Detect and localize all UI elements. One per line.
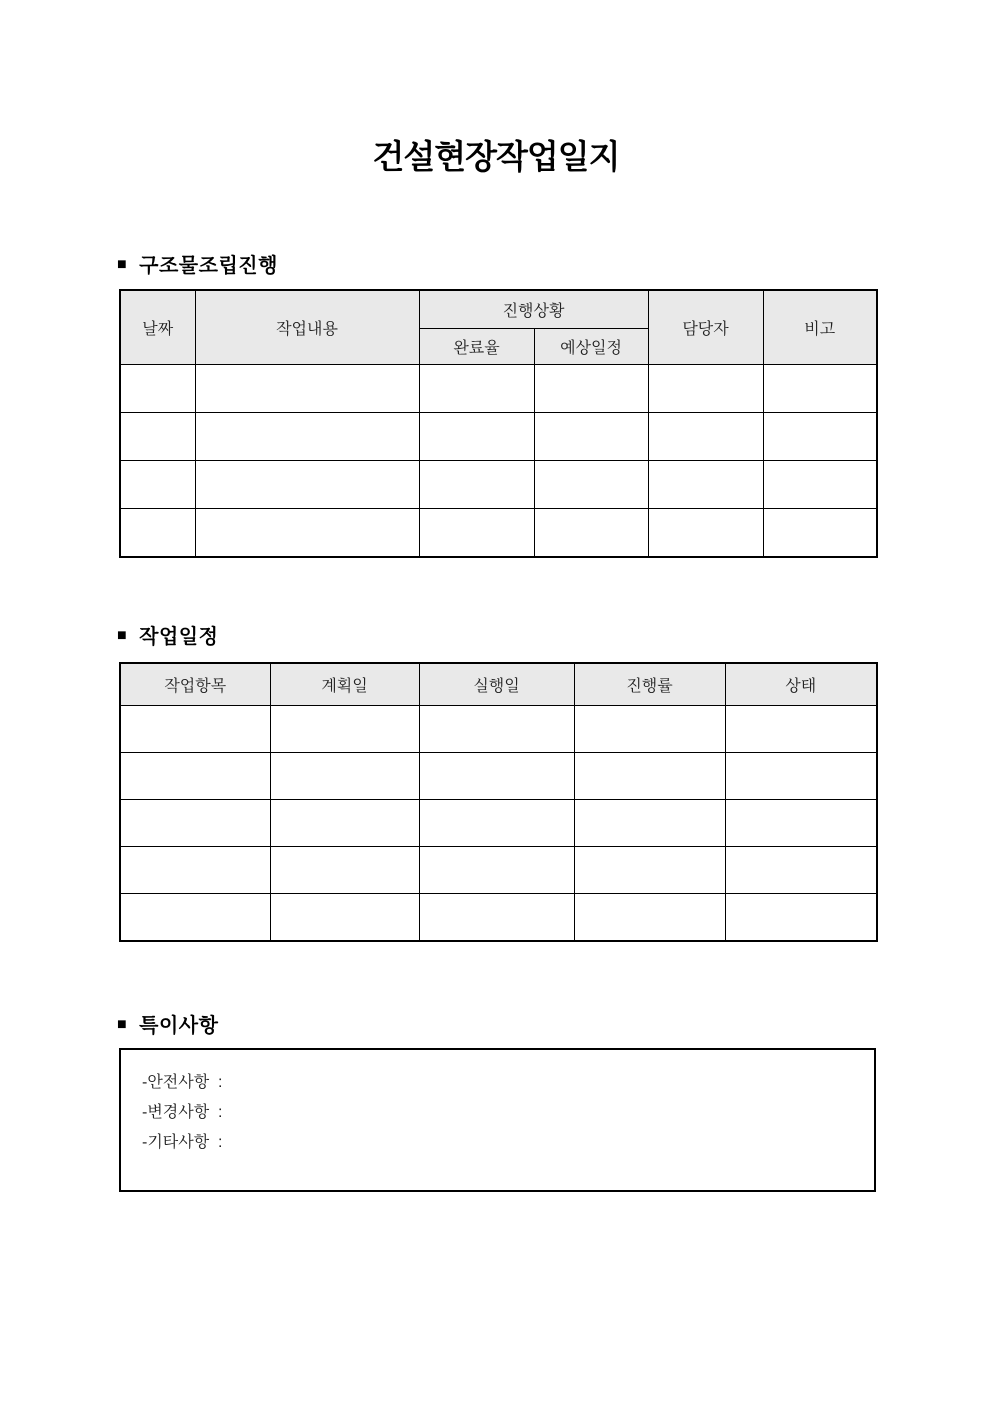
empty-cell	[763, 509, 877, 558]
col-header-progress-status: 진행상황	[419, 290, 648, 329]
header-row-top	[120, 290, 877, 329]
empty-table-row	[120, 413, 877, 461]
empty-cell	[574, 706, 725, 753]
empty-cell	[195, 365, 419, 413]
empty-table-row	[120, 706, 877, 753]
empty-cell	[648, 413, 763, 461]
empty-cell	[534, 413, 648, 461]
empty-cell	[120, 847, 270, 894]
empty-cell	[195, 413, 419, 461]
section-bullet-icon: ■	[117, 626, 128, 644]
note-line-others: -기타사항 :	[142, 1134, 223, 1151]
structure-progress-table	[119, 289, 878, 558]
section-header-work-schedule	[117, 620, 218, 649]
empty-cell	[648, 509, 763, 558]
empty-table-row	[120, 894, 877, 942]
empty-cell	[120, 413, 195, 461]
empty-cell	[725, 847, 877, 894]
empty-cell	[120, 461, 195, 509]
empty-table-row	[120, 753, 877, 800]
empty-cell	[120, 894, 270, 942]
structure-progress-table-header	[120, 290, 877, 365]
col-header-completion-rate: 완료율	[419, 329, 534, 365]
col-header-work-item: 작업항목	[120, 663, 270, 706]
work-schedule-table	[119, 662, 878, 942]
empty-cell	[534, 461, 648, 509]
empty-cell	[419, 753, 574, 800]
empty-table-row	[120, 365, 877, 413]
col-header-status: 상태	[725, 663, 877, 706]
col-header-work-content: 작업내용	[195, 290, 419, 365]
empty-cell	[725, 800, 877, 847]
col-header-remarks: 비고	[763, 290, 877, 365]
col-header-progress-rate: 진행률	[574, 663, 725, 706]
empty-cell	[725, 706, 877, 753]
empty-cell	[270, 800, 419, 847]
section-header-structure-progress	[117, 249, 278, 278]
header-row	[120, 663, 877, 706]
empty-cell	[120, 706, 270, 753]
empty-cell	[534, 509, 648, 558]
col-header-manager: 담당자	[648, 290, 763, 365]
empty-cell	[195, 461, 419, 509]
empty-cell	[270, 706, 419, 753]
empty-cell	[120, 800, 270, 847]
empty-cell	[574, 753, 725, 800]
empty-cell	[195, 509, 419, 558]
empty-cell	[419, 509, 534, 558]
special-notes-box	[119, 1048, 876, 1192]
empty-cell	[419, 894, 574, 942]
document-title: 건설현장작업일지	[372, 138, 620, 175]
empty-cell	[120, 509, 195, 558]
empty-cell	[270, 894, 419, 942]
section-bullet-icon: ■	[117, 1015, 128, 1033]
col-header-date: 날짜	[120, 290, 195, 365]
section-title-work-schedule: 작업일정	[139, 626, 219, 648]
empty-table-row	[120, 509, 877, 558]
empty-table-row	[120, 847, 877, 894]
empty-cell	[419, 800, 574, 847]
empty-cell	[120, 365, 195, 413]
empty-cell	[648, 365, 763, 413]
empty-cell	[763, 461, 877, 509]
empty-cell	[534, 365, 648, 413]
empty-cell	[725, 894, 877, 942]
empty-cell	[763, 413, 877, 461]
empty-table-row	[120, 461, 877, 509]
empty-cell	[725, 753, 877, 800]
section-title-special-notes: 특이사항	[139, 1015, 219, 1037]
empty-cell	[419, 413, 534, 461]
structure-progress-table-body	[120, 365, 877, 558]
empty-cell	[419, 706, 574, 753]
work-schedule-table-body	[120, 706, 877, 942]
note-line-safety: -안전사항 :	[142, 1074, 223, 1091]
empty-cell	[270, 847, 419, 894]
empty-cell	[648, 461, 763, 509]
col-header-expected-schedule: 예상일정	[534, 329, 648, 365]
empty-cell	[763, 365, 877, 413]
empty-cell	[419, 365, 534, 413]
empty-table-row	[120, 800, 877, 847]
work-schedule-table-header	[120, 663, 877, 706]
empty-cell	[574, 894, 725, 942]
col-header-execution-date: 실행일	[419, 663, 574, 706]
empty-cell	[120, 753, 270, 800]
section-title-structure-progress: 구조물조립진행	[139, 255, 278, 277]
empty-cell	[419, 847, 574, 894]
empty-cell	[270, 753, 419, 800]
empty-cell	[574, 847, 725, 894]
empty-cell	[574, 800, 725, 847]
col-header-planned-date: 계획일	[270, 663, 419, 706]
note-line-changes: -변경사항 :	[142, 1104, 223, 1121]
section-bullet-icon: ■	[117, 255, 128, 273]
empty-cell	[419, 461, 534, 509]
section-header-special-notes	[117, 1009, 218, 1038]
